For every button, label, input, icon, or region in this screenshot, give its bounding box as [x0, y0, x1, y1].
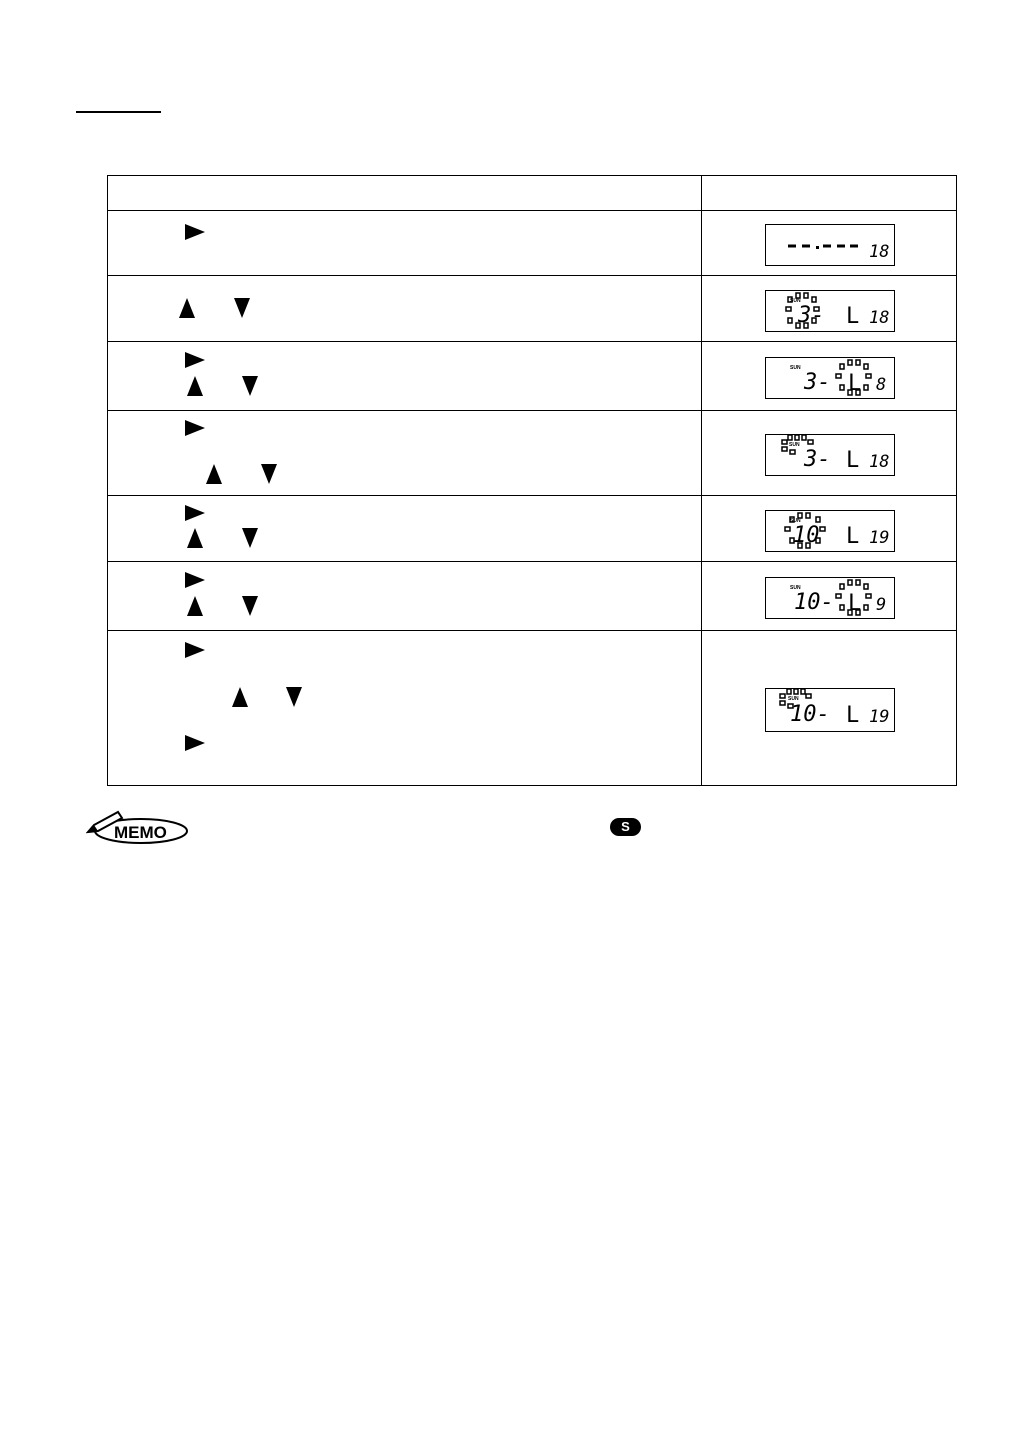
operation-cell: [108, 411, 702, 496]
sun-label: SUN: [789, 365, 801, 371]
lcd-hour-digits: 10-: [793, 590, 834, 615]
display-cell: [701, 276, 956, 342]
right-arrow-icon: [183, 419, 207, 437]
lcd-small-digits: 8: [875, 375, 886, 395]
table-row: [108, 276, 957, 342]
sun-label: SUN: [789, 518, 801, 524]
up-arrow-icon: [178, 296, 196, 320]
table-row: [108, 211, 957, 276]
lcd-letter: L: [845, 524, 859, 549]
table-header-row: [108, 176, 957, 211]
up-arrow-icon: [205, 462, 223, 486]
operation-cell: [108, 631, 702, 786]
table-row: [108, 562, 957, 631]
memo-label: MEMO: [114, 823, 167, 842]
lcd-hour-digits: 3-: [803, 447, 831, 472]
right-arrow-icon: [183, 223, 207, 241]
lcd-letter: L: [847, 371, 861, 396]
display-cell: [701, 496, 956, 562]
right-arrow-icon: [183, 571, 207, 589]
down-arrow-icon: [241, 594, 259, 618]
lcd-letter: L: [847, 591, 861, 616]
lcd-display: [765, 290, 895, 332]
table-row: [108, 631, 957, 786]
display-cell: [701, 211, 956, 276]
up-arrow-icon: [186, 526, 204, 550]
table-row: [108, 342, 957, 411]
s-button-badge: S: [610, 818, 641, 836]
lcd-hour-digits: 3-: [797, 303, 825, 328]
up-arrow-icon: [231, 685, 249, 709]
table-row: [108, 411, 957, 496]
lcd-hour-digits: 3-: [803, 370, 831, 395]
sun-label: SUN: [787, 696, 799, 702]
table-row: [108, 496, 957, 562]
down-arrow-icon: [241, 526, 259, 550]
lcd-small-digits: 18: [868, 308, 890, 328]
lcd-display: [765, 688, 895, 732]
lcd-display: [765, 357, 895, 399]
lcd-small-digits: 18: [868, 242, 890, 262]
display-cell: [701, 562, 956, 631]
procedure-table: [107, 175, 957, 786]
right-arrow-icon: [183, 504, 207, 522]
lcd-small-digits: 19: [868, 528, 890, 548]
operation-cell: [108, 276, 702, 342]
down-arrow-icon: [260, 462, 278, 486]
display-cell: [701, 411, 956, 496]
header-display: [701, 176, 956, 211]
display-cell: [701, 631, 956, 786]
lcd-hour-digits: 10-: [789, 702, 830, 727]
down-arrow-icon: [233, 296, 251, 320]
lcd-hour-digits: 10: [792, 523, 820, 548]
sun-label: SUN: [789, 298, 801, 304]
operation-cell: [108, 496, 702, 562]
lcd-small-digits: 9: [875, 595, 886, 615]
memo-logo: [86, 810, 190, 851]
section-title-underline: [76, 111, 161, 113]
header-operation: [108, 176, 702, 211]
display-cell: [701, 342, 956, 411]
right-arrow-icon: [183, 641, 207, 659]
lcd-display: [765, 224, 895, 266]
lcd-letter: L: [845, 304, 859, 329]
right-arrow-icon: [183, 734, 207, 752]
up-arrow-icon: [186, 594, 204, 618]
sun-label: SUN: [788, 442, 800, 448]
down-arrow-icon: [285, 685, 303, 709]
sun-label: SUN: [789, 585, 801, 591]
pencil-icon: [86, 810, 190, 846]
lcd-display: [765, 577, 895, 619]
operation-cell: [108, 342, 702, 411]
up-arrow-icon: [186, 374, 204, 398]
lcd-small-digits: 19: [868, 707, 890, 727]
lcd-letter: L: [845, 703, 859, 728]
operation-cell: [108, 211, 702, 276]
lcd-small-digits: 18: [868, 452, 890, 472]
right-arrow-icon: [183, 351, 207, 369]
lcd-display: [765, 510, 895, 552]
lcd-display: [765, 434, 895, 476]
operation-cell: [108, 562, 702, 631]
lcd-letter: L: [845, 448, 859, 473]
down-arrow-icon: [241, 374, 259, 398]
